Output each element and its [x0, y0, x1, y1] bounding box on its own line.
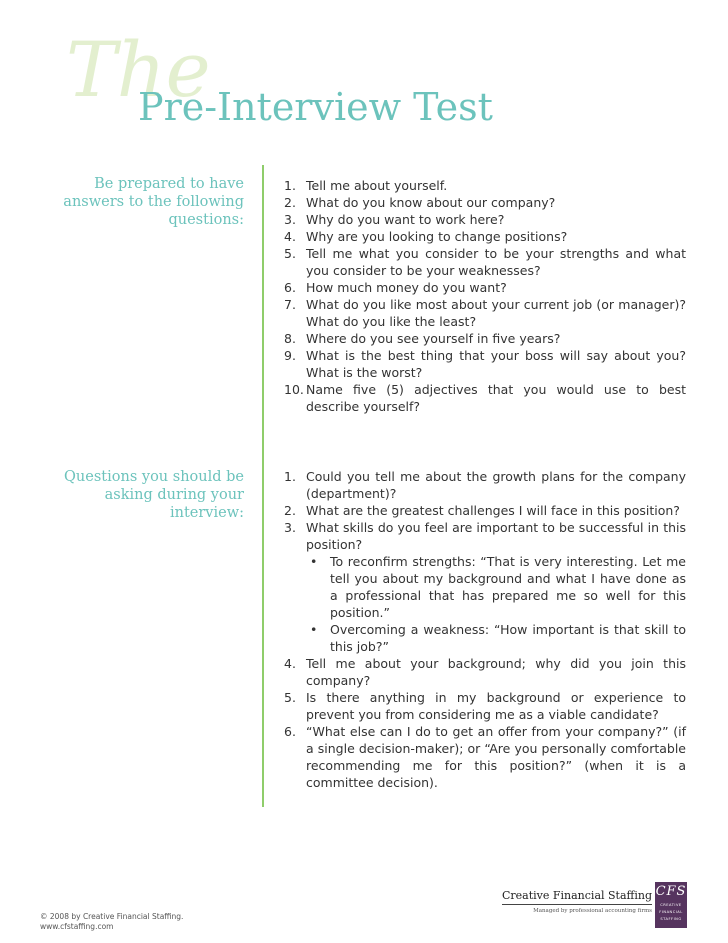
sub-list — [306, 553, 686, 655]
item-text: Why do you want to work here? — [306, 212, 505, 227]
item-text: Tell me about yourself. — [306, 178, 448, 193]
logo-line: CREATIVE — [660, 903, 682, 907]
brand-name: Creative Financial Staffing — [502, 889, 652, 905]
section1-label: Be prepared to have answers to the following questions: — [63, 176, 244, 228]
list-item — [284, 468, 686, 502]
item-text: What do you like most about your current job (or manager)? What do you like the least? — [306, 297, 686, 329]
item-text: What are the greatest challenges I will face in this position? — [306, 503, 680, 518]
bullet-icon: • — [310, 622, 318, 637]
list-item — [284, 228, 686, 245]
item-number: 9. — [284, 348, 296, 363]
item-text: What is the best thing that your boss will say about you? What is the worst? — [306, 348, 686, 380]
title-watermark-the: The — [66, 25, 211, 114]
section2-label: Questions you should be asking during your interview: — [64, 469, 244, 521]
list-item — [284, 279, 686, 296]
bullet-icon: • — [310, 554, 318, 569]
sub-item-text: Overcoming a weakness: “How important is that skill to this job?” — [330, 622, 686, 654]
logo-line: STAFFING — [660, 917, 682, 921]
list-item — [284, 381, 686, 415]
page-title: Pre-Interview Test — [138, 85, 493, 129]
item-number: 5. — [284, 246, 296, 261]
list-item — [284, 211, 686, 228]
list-item — [284, 689, 686, 723]
list-item — [284, 194, 686, 211]
list-item — [284, 177, 686, 194]
item-number: 3. — [284, 520, 296, 535]
item-text: Tell me what you consider to be your strengths and what you consider to be your weaknesses? — [306, 246, 686, 278]
list-item — [284, 330, 686, 347]
list-item — [284, 245, 686, 279]
item-number: 4. — [284, 229, 296, 244]
item-text: What skills do you feel are important to be successful in this position? — [306, 520, 686, 552]
item-number: 1. — [284, 178, 296, 193]
website-link[interactable]: www.cfstaffing.com — [40, 922, 114, 931]
brand-block — [500, 884, 652, 914]
item-text: Name five (5) adjectives that you would use to best describe yourself? — [306, 382, 686, 414]
item-text: Tell me about your background; why did you join this company? — [306, 656, 686, 688]
item-text: How much money do you want? — [306, 280, 507, 295]
list-item — [284, 655, 686, 689]
divider-line — [262, 165, 264, 807]
list-item — [284, 519, 686, 655]
item-text: “What else can I do to get an offer from your company?” (if a single decision-maker); or “Are you personally comfortable recommending me for this position?” (when it is a committee decision). — [306, 724, 686, 790]
sub-list-item — [306, 621, 686, 655]
section2-question-list — [284, 468, 686, 791]
item-number: 8. — [284, 331, 296, 346]
list-item — [284, 296, 686, 330]
sub-list-item — [306, 553, 686, 621]
sub-item-text: To reconfirm strengths: “That is very interesting. Let me tell you about my background and what I have done as a professional that has prepared me so well for this position.” — [330, 554, 686, 620]
logo-line: FINANCIAL — [659, 910, 683, 914]
logo-mark: CFS — [655, 884, 687, 899]
cfs-logo — [655, 882, 687, 928]
item-number: 4. — [284, 656, 296, 671]
item-number: 10. — [284, 382, 304, 397]
item-number: 1. — [284, 469, 296, 484]
list-item — [284, 723, 686, 791]
copyright-text: © 2008 by Creative Financial Staffing. — [40, 912, 184, 921]
item-number: 7. — [284, 297, 296, 312]
footer-copyright — [40, 912, 183, 932]
list-item — [284, 502, 686, 519]
list-item — [284, 347, 686, 381]
item-number: 2. — [284, 195, 296, 210]
item-text: Could you tell me about the growth plans for the company (department)? — [306, 469, 686, 501]
item-text: What do you know about our company? — [306, 195, 556, 210]
item-text: Why are you looking to change positions? — [306, 229, 568, 244]
item-text: Where do you see yourself in five years? — [306, 331, 561, 346]
item-number: 2. — [284, 503, 296, 518]
item-number: 6. — [284, 724, 296, 739]
brand-tagline: Managed by professional accounting firms — [533, 908, 652, 914]
item-number: 3. — [284, 212, 296, 227]
item-text: Is there anything in my background or experience to prevent you from considering me as a viable candidate? — [306, 690, 686, 722]
section1-question-list — [284, 177, 686, 415]
item-number: 6. — [284, 280, 296, 295]
item-number: 5. — [284, 690, 296, 705]
